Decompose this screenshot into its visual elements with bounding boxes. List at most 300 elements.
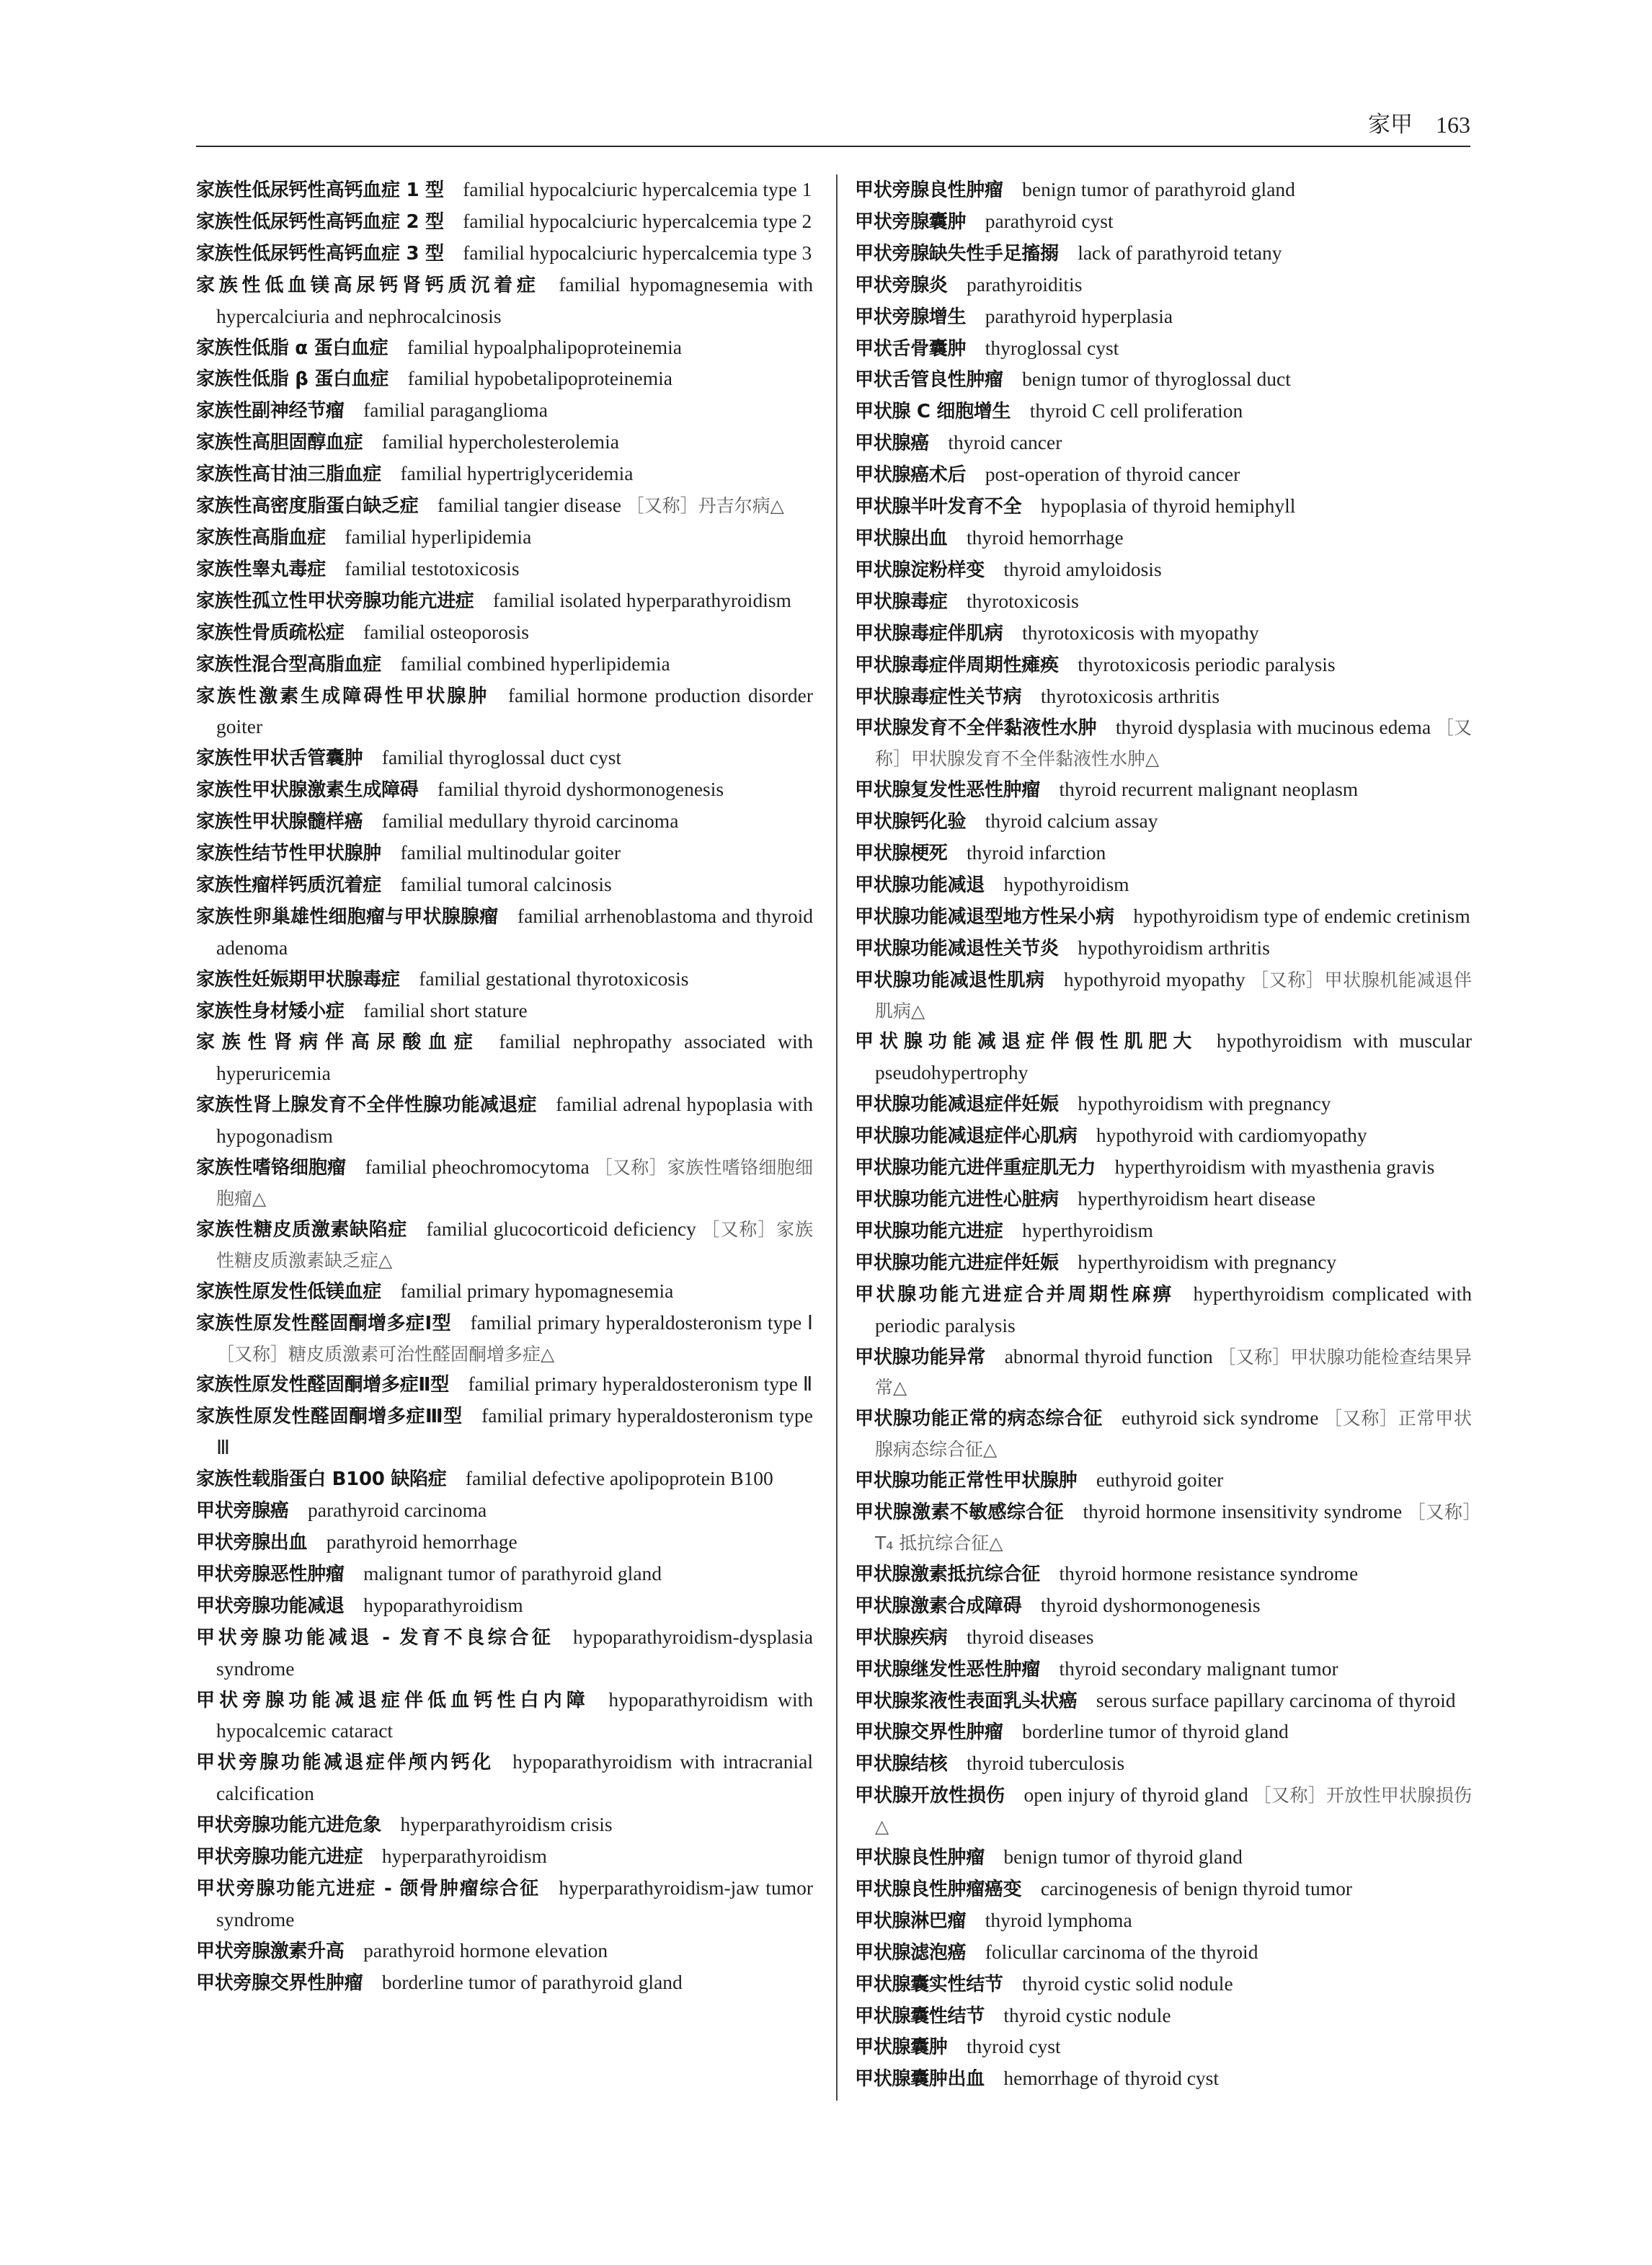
dictionary-entry xyxy=(855,1215,1472,1247)
entry-term-english: thyroid cystic nodule xyxy=(1003,2003,1171,2026)
dictionary-entry xyxy=(855,1120,1472,1152)
entry-term-english: familial thyroglossal duct cyst xyxy=(381,746,622,769)
entry-term-english: thyroid hormone resistance syndrome xyxy=(1059,1561,1359,1584)
entry-term-english: hypothyroid with cardiomyopathy xyxy=(1096,1124,1367,1147)
right-column xyxy=(855,174,1472,2095)
dictionary-entry xyxy=(855,712,1472,774)
entry-term-english: hypothyroidism with muscular pseudohypertrophy xyxy=(875,1029,1472,1084)
dictionary-entry xyxy=(196,1369,813,1401)
entry-term-chinese: 甲状旁腺恶性肿瘤 xyxy=(196,1563,345,1585)
entry-alias-note: ［又称］糖皮质激素可治性醛固酮增多症△ xyxy=(216,1343,555,1365)
entry-term-chinese: 甲状腺浆液性表面乳头状癌 xyxy=(855,1690,1078,1712)
dictionary-entry xyxy=(855,301,1472,333)
entry-term-chinese: 甲状腺毒症伴周期性瘫痪 xyxy=(855,654,1059,676)
dictionary-entry xyxy=(855,1685,1472,1717)
entry-term-english: familial paraganglioma xyxy=(363,399,548,422)
dictionary-entry xyxy=(855,1152,1472,1184)
entry-term-english: familial primary hyperaldosteronism type Ⅰ xyxy=(470,1311,813,1334)
dictionary-entry xyxy=(196,1685,813,1747)
entry-term-chinese: 甲状腺囊实性结节 xyxy=(855,1973,1003,1995)
entry-term-english: benign tumor of thyroid gland xyxy=(1003,1845,1243,1869)
entry-term-chinese: 甲状腺毒症 xyxy=(855,590,948,613)
entry-term-chinese: 家族性副神经节瘤 xyxy=(196,400,345,422)
entry-alias-note: ［又称］开放性甲状腺损伤△ xyxy=(875,1785,1472,1838)
dictionary-entry xyxy=(196,806,813,838)
entry-term-chinese: 甲状腺滤泡癌 xyxy=(855,1941,967,1964)
dictionary-entry xyxy=(196,617,813,649)
entry-term-english: familial testotoxicosis xyxy=(345,557,520,580)
entry-term-chinese: 家族性低尿钙性高钙血症 3 型 xyxy=(196,242,444,265)
dictionary-entry xyxy=(855,1842,1472,1874)
dictionary-entry xyxy=(196,1027,813,1089)
entry-term-chinese: 家族性低尿钙性高钙血症 1 型 xyxy=(196,179,444,201)
entry-term-english: familial adrenal hypoplasia with hypogonadism xyxy=(216,1093,813,1148)
entry-term-chinese: 家族性混合型高脂血症 xyxy=(196,653,382,675)
entry-alias-note: ［又称］T₄ 抵抗综合征△ xyxy=(875,1502,1473,1553)
dictionary-entry xyxy=(855,174,1472,206)
dictionary-entry xyxy=(855,1969,1472,2000)
entry-term-chinese: 家族性孤立性甲状旁腺功能亢进症 xyxy=(196,590,474,612)
dictionary-entry xyxy=(855,2031,1472,2063)
dictionary-entry xyxy=(196,1089,813,1152)
entry-alias-note: ［又称］甲状腺发育不全伴黏液性水肿△ xyxy=(875,717,1473,770)
dictionary-entry xyxy=(855,1403,1472,1465)
entry-term-english: familial hyperlipidemia xyxy=(345,525,532,548)
entry-term-chinese: 甲状旁腺增生 xyxy=(855,306,967,328)
dictionary-entry xyxy=(855,838,1472,869)
entry-term-chinese: 甲状腺功能减退症伴心肌病 xyxy=(855,1125,1078,1148)
entry-term-chinese: 甲状腺毒症性关节病 xyxy=(855,686,1022,708)
entry-term-chinese: 甲状腺钙化验 xyxy=(855,811,967,833)
entry-term-english: parathyroid carcinoma xyxy=(308,1499,487,1522)
entry-term-english: serous surface papillary carcinoma of thyroid xyxy=(1096,1688,1456,1711)
entry-term-chinese: 家族性肾上腺发育不全伴性腺功能减退症 xyxy=(196,1094,537,1117)
entry-term-english: hypothyroidism with pregnancy xyxy=(1078,1092,1331,1115)
entry-term-chinese: 甲状腺结核 xyxy=(855,1753,948,1776)
left-column xyxy=(196,174,813,1999)
entry-term-chinese: 甲状旁腺炎 xyxy=(855,274,948,296)
entry-term-chinese: 甲状腺囊肿出血 xyxy=(855,2068,985,2091)
dictionary-entry xyxy=(196,774,813,806)
dictionary-entry xyxy=(196,1590,813,1622)
section-heading: 家甲 xyxy=(1368,112,1413,138)
entry-term-chinese: 甲状腺交界性肿瘤 xyxy=(855,1721,1003,1744)
entry-term-english: familial hormone production disorder goiter xyxy=(216,683,813,738)
entry-term-english: thyroid cyst xyxy=(967,2035,1061,2058)
entry-term-english: post-operation of thyroid cancer xyxy=(985,463,1240,486)
dictionary-entry xyxy=(855,206,1472,238)
entry-alias-note: ［又称］正常甲状腺病态综合征△ xyxy=(875,1408,1472,1460)
entry-term-chinese: 家族性嗜铬细胞瘤 xyxy=(196,1157,347,1179)
entry-term-english: thyroid cancer xyxy=(948,431,1062,454)
entry-term-english: benign tumor of parathyroid gland xyxy=(1022,178,1295,200)
dictionary-entry xyxy=(196,1873,813,1936)
entry-term-chinese: 家族性载脂蛋白 B100 缺陷症 xyxy=(196,1468,447,1491)
entry-term-chinese: 甲状旁腺出血 xyxy=(196,1531,308,1553)
entry-term-english: familial osteoporosis xyxy=(363,620,530,643)
dictionary-entry xyxy=(196,1401,813,1463)
entry-term-chinese: 甲状腺功能减退 xyxy=(855,874,985,896)
entry-term-chinese: 家族性原发性醛固酮增多症Ⅲ型 xyxy=(196,1406,463,1428)
entry-term-english: thyrotoxicosis xyxy=(967,589,1079,612)
entry-term-chinese: 甲状旁腺功能减退 - 发育不良综合征 xyxy=(196,1626,554,1649)
dictionary-entry xyxy=(855,901,1472,933)
entry-alias-note: ［又称］家族性糖皮质激素缺乏症△ xyxy=(216,1218,814,1271)
entry-term-english: hyperthyroidism with pregnancy xyxy=(1078,1250,1337,1273)
dictionary-entry xyxy=(855,1026,1472,1089)
dictionary-entry xyxy=(855,554,1472,586)
dictionary-entry xyxy=(855,965,1472,1027)
entry-term-chinese: 甲状腺半叶发育不全 xyxy=(855,496,1022,518)
entry-term-chinese: 甲状腺淋巴瘤 xyxy=(855,1910,967,1932)
entry-term-chinese: 甲状腺功能减退性肌病 xyxy=(855,969,1045,991)
entry-term-chinese: 甲状腺淀粉样变 xyxy=(855,559,985,581)
entry-term-chinese: 甲状旁腺功能亢进症 - 颌骨肿瘤综合征 xyxy=(196,1877,540,1900)
entry-term-english: thyroid cystic solid nodule xyxy=(1022,1972,1233,1995)
entry-term-chinese: 家族性低尿钙性高钙血症 2 型 xyxy=(196,210,444,233)
dictionary-entry xyxy=(196,1841,813,1873)
dictionary-entry xyxy=(196,681,813,743)
dictionary-entry xyxy=(196,1967,813,1999)
entry-term-english: thyroid lymphoma xyxy=(985,1908,1132,1931)
dictionary-entry xyxy=(196,554,813,585)
dictionary-entry xyxy=(855,1716,1472,1748)
dictionary-entry xyxy=(196,238,813,270)
entry-term-chinese: 家族性甲状舌管囊肿 xyxy=(196,748,363,770)
dictionary-entry xyxy=(855,333,1472,365)
entry-term-english: familial tangier disease xyxy=(437,494,621,517)
entry-term-english: familial pheochromocytoma xyxy=(365,1156,590,1179)
entry-term-chinese: 家族性激素生成障碍性甲状腺肿 xyxy=(196,685,489,707)
entry-alias-note: ［又称］甲状腺机能减退伴肌病△ xyxy=(875,969,1472,1021)
entry-term-english: thyrotoxicosis arthritis xyxy=(1040,684,1220,707)
entry-term-chinese: 甲状腺激素不敏感综合征 xyxy=(855,1502,1064,1524)
entry-term-english: hypothyroidism arthritis xyxy=(1078,936,1270,959)
entry-term-chinese: 家族性原发性低镁血症 xyxy=(196,1280,382,1303)
entry-term-chinese: 家族性原发性醛固酮增多症Ⅰ型 xyxy=(196,1312,452,1334)
entry-term-english: thyroid C cell proliferation xyxy=(1029,399,1243,422)
dictionary-entry xyxy=(855,2000,1472,2032)
entry-term-english: familial primary hyperaldosteronism type Ⅲ xyxy=(216,1404,813,1459)
entry-term-chinese: 甲状腺疾病 xyxy=(855,1626,948,1649)
entry-term-chinese: 甲状腺发育不全伴黏液性水肿 xyxy=(855,717,1097,740)
dictionary-entry xyxy=(855,1590,1472,1622)
entry-term-english: thyroid calcium assay xyxy=(985,810,1158,833)
entry-term-english: hemorrhage of thyroid cyst xyxy=(1003,2067,1219,2090)
entry-term-chinese: 家族性瘤样钙质沉着症 xyxy=(196,874,382,896)
entry-term-chinese: 甲状腺激素合成障碍 xyxy=(855,1595,1022,1617)
dictionary-entry xyxy=(196,522,813,554)
dictionary-entry xyxy=(196,363,813,395)
dictionary-entry xyxy=(855,1874,1472,1905)
entry-term-english: familial hypocalciuric hypercalcemia type 1 xyxy=(463,178,812,200)
entry-term-english: thyroid amyloidosis xyxy=(1003,557,1162,580)
entry-term-chinese: 甲状旁腺交界性肿瘤 xyxy=(196,1972,363,1994)
dictionary-entry xyxy=(196,1527,813,1559)
entry-term-chinese: 甲状腺开放性损伤 xyxy=(855,1785,1005,1807)
dictionary-entry xyxy=(196,649,813,681)
dictionary-entry xyxy=(196,458,813,490)
dictionary-entry xyxy=(196,206,813,238)
dictionary-entry xyxy=(196,1152,813,1214)
entry-term-english: thyroid hemorrhage xyxy=(967,526,1124,549)
dictionary-entry xyxy=(196,1495,813,1527)
dictionary-entry xyxy=(196,1276,813,1308)
dictionary-entry xyxy=(196,585,813,617)
entry-term-english: familial primary hypomagnesemia xyxy=(400,1279,674,1302)
entry-term-chinese: 甲状舌骨囊肿 xyxy=(855,337,967,360)
entry-term-english: borderline tumor of thyroid gland xyxy=(1022,1720,1289,1743)
dictionary-entry xyxy=(196,1936,813,1967)
dictionary-entry xyxy=(855,1465,1472,1497)
dictionary-entry xyxy=(855,364,1472,396)
dictionary-entry xyxy=(196,427,813,458)
entry-term-english: familial hypertriglyceridemia xyxy=(400,462,634,485)
entry-term-chinese: 甲状旁腺囊肿 xyxy=(855,210,967,233)
dictionary-entry xyxy=(855,396,1472,427)
dictionary-entry xyxy=(855,650,1472,681)
entry-term-chinese: 甲状腺功能减退症伴假性肌肥大 xyxy=(855,1031,1198,1053)
entry-term-chinese: 甲状旁腺癌 xyxy=(196,1500,289,1522)
dictionary-entry xyxy=(855,1780,1472,1842)
dictionary-entry xyxy=(196,1747,813,1809)
dictionary-entry xyxy=(855,1342,1472,1404)
dictionary-entry xyxy=(855,618,1472,650)
entry-term-chinese: 甲状腺功能亢进性心脏病 xyxy=(855,1189,1059,1210)
dictionary-entry xyxy=(855,1247,1472,1279)
entry-term-english: hypoparathyroidism-dysplasia syndrome xyxy=(216,1625,813,1680)
dictionary-entry xyxy=(196,1214,813,1276)
dictionary-entry xyxy=(196,490,813,522)
dictionary-entry xyxy=(855,1748,1472,1780)
dictionary-entry xyxy=(855,681,1472,713)
dictionary-entry xyxy=(855,1559,1472,1590)
entry-term-chinese: 甲状腺功能正常的病态综合征 xyxy=(855,1408,1103,1430)
dictionary-entry xyxy=(196,996,813,1027)
entry-term-english: hyperthyroidism heart disease xyxy=(1078,1187,1316,1210)
entry-term-chinese: 甲状腺囊性结节 xyxy=(855,2005,985,2027)
entry-term-english: thyroglossal cyst xyxy=(985,336,1119,359)
entry-term-english: parathyroiditis xyxy=(967,272,1083,296)
dictionary-entry xyxy=(196,901,813,964)
entry-term-english: hypothyroidism xyxy=(1003,872,1129,895)
dictionary-entry xyxy=(855,1184,1472,1215)
entry-term-english: familial nephropathy associated with hyperuricemia xyxy=(216,1030,813,1085)
entry-term-english: malignant tumor of parathyroid gland xyxy=(363,1561,662,1584)
dictionary-entry xyxy=(855,270,1472,301)
entry-term-english: familial gestational thyrotoxicosis xyxy=(419,967,689,990)
entry-term-english: thyroid dysplasia with mucinous edema xyxy=(1115,716,1431,739)
entry-term-english: familial hypomagnesemia with hypercalciuria and nephrocalcinosis xyxy=(216,272,813,327)
entry-alias-note: ［又称］丹吉尔病△ xyxy=(626,495,784,517)
entry-term-english: hypothyroidism type of endemic cretinism xyxy=(1133,904,1470,927)
entry-term-chinese: 甲状腺囊肿 xyxy=(855,2036,948,2059)
dictionary-entry xyxy=(196,174,813,206)
entry-term-chinese: 家族性低脂 β 蛋白血症 xyxy=(196,368,389,391)
entry-term-english: thyrotoxicosis with myopathy xyxy=(1022,621,1259,644)
dictionary-entry xyxy=(855,238,1472,270)
entry-term-chinese: 甲状腺毒症伴肌病 xyxy=(855,622,1003,644)
entry-term-english: familial multinodular goiter xyxy=(400,841,621,864)
entry-term-chinese: 甲状旁腺功能减退症伴低血钙性白内障 xyxy=(196,1689,590,1711)
entry-term-chinese: 家族性高甘油三脂血症 xyxy=(196,464,382,486)
entry-term-english: familial hypoalphalipoproteinemia xyxy=(407,335,682,358)
entry-term-english: thyroid hormone insensitivity syndrome xyxy=(1083,1500,1403,1523)
entry-term-chinese: 甲状旁腺功能亢进危象 xyxy=(196,1814,382,1837)
dictionary-entry xyxy=(196,1622,813,1685)
entry-term-english: familial glucocorticoid deficiency xyxy=(426,1217,696,1240)
entry-term-english: lack of parathyroid tetany xyxy=(1078,241,1282,264)
entry-alias-note: ［又称］甲状腺功能检查结果异常△ xyxy=(875,1346,1472,1399)
entry-term-chinese: 家族性低血镁高尿钙肾钙质沉着症 xyxy=(196,274,540,296)
entry-term-english: familial hypocalciuric hypercalcemia type 3 xyxy=(463,241,812,264)
dictionary-entry xyxy=(855,1905,1472,1937)
dictionary-entry xyxy=(855,459,1472,491)
dictionary-entry xyxy=(196,869,813,901)
entry-term-english: hypothyroid myopathy xyxy=(1063,967,1245,990)
dictionary-entry xyxy=(855,523,1472,554)
entry-term-english: familial combined hyperlipidemia xyxy=(400,652,670,675)
entry-term-chinese: 家族性低脂 α 蛋白血症 xyxy=(196,337,388,359)
entry-term-chinese: 家族性卵巢雄性细胞瘤与甲状腺腺瘤 xyxy=(196,905,499,928)
entry-term-english: thyroid dyshormonogenesis xyxy=(1040,1593,1261,1616)
entry-term-english: abnormal thyroid function xyxy=(1004,1344,1213,1368)
entry-term-chinese: 家族性甲状腺髓样癌 xyxy=(196,811,363,833)
dictionary-entry xyxy=(855,586,1472,618)
entry-term-english: parathyroid hemorrhage xyxy=(326,1530,518,1553)
entry-term-english: familial medullary thyroid carcinoma xyxy=(381,810,679,833)
entry-term-chinese: 甲状腺功能减退症伴妊娠 xyxy=(855,1094,1059,1116)
entry-term-english: familial thyroid dyshormonogenesis xyxy=(437,778,724,801)
entry-term-chinese: 甲状腺 C 细胞增生 xyxy=(855,401,1011,423)
entry-term-chinese: 甲状旁腺缺失性手足搐搦 xyxy=(855,242,1059,265)
entry-term-chinese: 家族性高密度脂蛋白缺乏症 xyxy=(196,495,419,518)
entry-term-chinese: 甲状旁腺功能亢进症 xyxy=(196,1846,363,1869)
entry-term-chinese: 甲状腺功能减退型地方性呆小病 xyxy=(855,905,1114,928)
entry-term-english: carcinogenesis of benign thyroid tumor xyxy=(1040,1876,1353,1900)
entry-term-english: borderline tumor of parathyroid gland xyxy=(381,1970,683,1993)
entry-term-chinese: 家族性甲状腺激素生成障碍 xyxy=(196,779,419,802)
dictionary-entry xyxy=(196,1463,813,1495)
entry-term-chinese: 甲状腺激素抵抗综合征 xyxy=(855,1563,1041,1585)
entry-term-english: hyperparathyroidism xyxy=(381,1845,547,1868)
entry-term-chinese: 甲状舌管良性肿瘤 xyxy=(855,369,1003,391)
entry-term-english: hyperparathyroidism-jaw tumor syndrome xyxy=(216,1876,813,1931)
entry-term-english: familial hypercholesterolemia xyxy=(381,430,619,453)
entry-term-chinese: 甲状旁腺激素升高 xyxy=(196,1940,345,1962)
entry-term-english: familial arrhenoblastoma and thyroid adenoma xyxy=(216,904,813,959)
entry-term-chinese: 甲状腺癌 xyxy=(855,433,929,455)
dictionary-entry xyxy=(855,2063,1472,2095)
dictionary-entry xyxy=(196,1308,813,1370)
entry-term-english: open injury of thyroid gland xyxy=(1023,1783,1248,1807)
dictionary-entry xyxy=(855,806,1472,838)
dictionary-entry xyxy=(196,1559,813,1590)
entry-term-chinese: 家族性肾病伴高尿酸血症 xyxy=(196,1032,480,1054)
entry-term-english: thyroid diseases xyxy=(967,1625,1094,1648)
entry-term-english: familial short stature xyxy=(363,998,528,1021)
entry-term-chinese: 家族性原发性醛固酮增多症Ⅱ型 xyxy=(196,1374,449,1396)
dictionary-entry xyxy=(855,1654,1472,1685)
entry-term-english: thyroid tuberculosis xyxy=(967,1752,1125,1775)
entry-term-english: benign tumor of thyroglossal duct xyxy=(1022,368,1291,391)
dictionary-entry xyxy=(855,1497,1472,1559)
entry-term-english: euthyroid goiter xyxy=(1096,1468,1224,1491)
entry-term-chinese: 甲状腺出血 xyxy=(855,527,948,549)
entry-term-chinese: 甲状腺复发性恶性肿瘤 xyxy=(855,779,1041,802)
entry-term-english: familial hypobetalipoproteinemia xyxy=(407,367,672,390)
entry-term-chinese: 家族性骨质疏松症 xyxy=(196,621,345,644)
entry-term-chinese: 家族性睾丸毒症 xyxy=(196,558,326,580)
entry-term-english: familial hypocalciuric hypercalcemia type 2 xyxy=(463,209,812,232)
dictionary-entry xyxy=(855,774,1472,806)
entry-term-chinese: 甲状腺癌术后 xyxy=(855,464,967,487)
entry-term-chinese: 甲状旁腺良性肿瘤 xyxy=(855,179,1003,201)
entry-term-english: hypoplasia of thyroid hemiphyll xyxy=(1040,495,1296,518)
entry-term-english: hypoparathyroidism with intracranial calcification xyxy=(216,1750,813,1805)
dictionary-entry xyxy=(855,427,1472,459)
entry-term-chinese: 甲状腺继发性恶性肿瘤 xyxy=(855,1658,1041,1680)
dictionary-entry xyxy=(855,1622,1472,1654)
dictionary-entry xyxy=(855,1089,1472,1120)
entry-term-chinese: 家族性结节性甲状腺肿 xyxy=(196,843,382,865)
entry-term-english: hyperthyroidism with myasthenia gravis xyxy=(1114,1156,1435,1179)
dictionary-entry xyxy=(196,395,813,427)
entry-alias-note: ［又称］家族性嗜铬细胞细胞瘤△ xyxy=(216,1157,813,1209)
entry-term-chinese: 甲状腺功能异常 xyxy=(855,1346,986,1368)
entry-term-english: familial tumoral calcinosis xyxy=(400,872,612,895)
entry-term-english: hypoparathyroidism with hypocalcemic cataract xyxy=(216,1688,813,1742)
entry-term-chinese: 家族性糖皮质激素缺陷症 xyxy=(196,1218,407,1241)
entry-term-chinese: 家族性高胆固醇血症 xyxy=(196,432,363,454)
entry-term-chinese: 甲状腺良性肿瘤癌变 xyxy=(855,1878,1022,1900)
entry-term-chinese: 甲状腺良性肿瘤 xyxy=(855,1847,985,1869)
entry-term-english: familial isolated hyperparathyroidism xyxy=(493,588,791,611)
entry-term-english: euthyroid sick syndrome xyxy=(1122,1406,1319,1430)
entry-term-english: thyroid recurrent malignant neoplasm xyxy=(1059,778,1359,801)
dictionary-entry xyxy=(855,491,1472,523)
entry-term-chinese: 甲状旁腺功能减退症伴颅内钙化 xyxy=(196,1752,494,1774)
dictionary-entry xyxy=(196,1809,813,1841)
entry-term-english: hyperthyroidism complicated with periodic paralysis xyxy=(875,1282,1472,1337)
entry-term-english: thyroid secondary malignant tumor xyxy=(1059,1657,1338,1680)
column-divider xyxy=(836,174,838,2101)
page-number: 163 xyxy=(1436,112,1470,138)
entry-term-english: thyrotoxicosis periodic paralysis xyxy=(1078,652,1336,675)
entry-term-chinese: 家族性妊娠期甲状腺毒症 xyxy=(196,968,400,990)
dictionary-entry xyxy=(855,1279,1472,1342)
entry-term-chinese: 甲状腺功能正常性甲状腺肿 xyxy=(855,1470,1078,1492)
dictionary-entry xyxy=(196,964,813,996)
dictionary-entry xyxy=(855,869,1472,901)
entry-term-english: folicullar carcinoma of the thyroid xyxy=(985,1940,1258,1963)
dictionary-entry xyxy=(196,332,813,364)
entry-term-chinese: 甲状腺功能减退性关节炎 xyxy=(855,937,1059,959)
entry-term-english: parathyroid hormone elevation xyxy=(363,1938,608,1962)
entry-term-english: hyperparathyroidism crisis xyxy=(400,1813,613,1836)
page-header xyxy=(196,101,1470,147)
entry-term-english: familial defective apolipoprotein B100 xyxy=(465,1467,773,1490)
entry-term-english: parathyroid hyperplasia xyxy=(985,304,1173,327)
entry-term-chinese: 甲状腺功能亢进症伴妊娠 xyxy=(855,1251,1059,1274)
entry-term-chinese: 甲状腺功能亢进症 xyxy=(855,1220,1003,1242)
dictionary-entry xyxy=(855,1937,1472,1969)
dictionary-entry xyxy=(196,270,813,332)
entry-term-english: thyroid infarction xyxy=(967,841,1106,864)
dictionary-entry xyxy=(196,743,813,774)
entry-term-chinese: 甲状旁腺功能减退 xyxy=(196,1595,345,1617)
entry-term-english: familial primary hyperaldosteronism type Ⅱ xyxy=(468,1373,813,1396)
